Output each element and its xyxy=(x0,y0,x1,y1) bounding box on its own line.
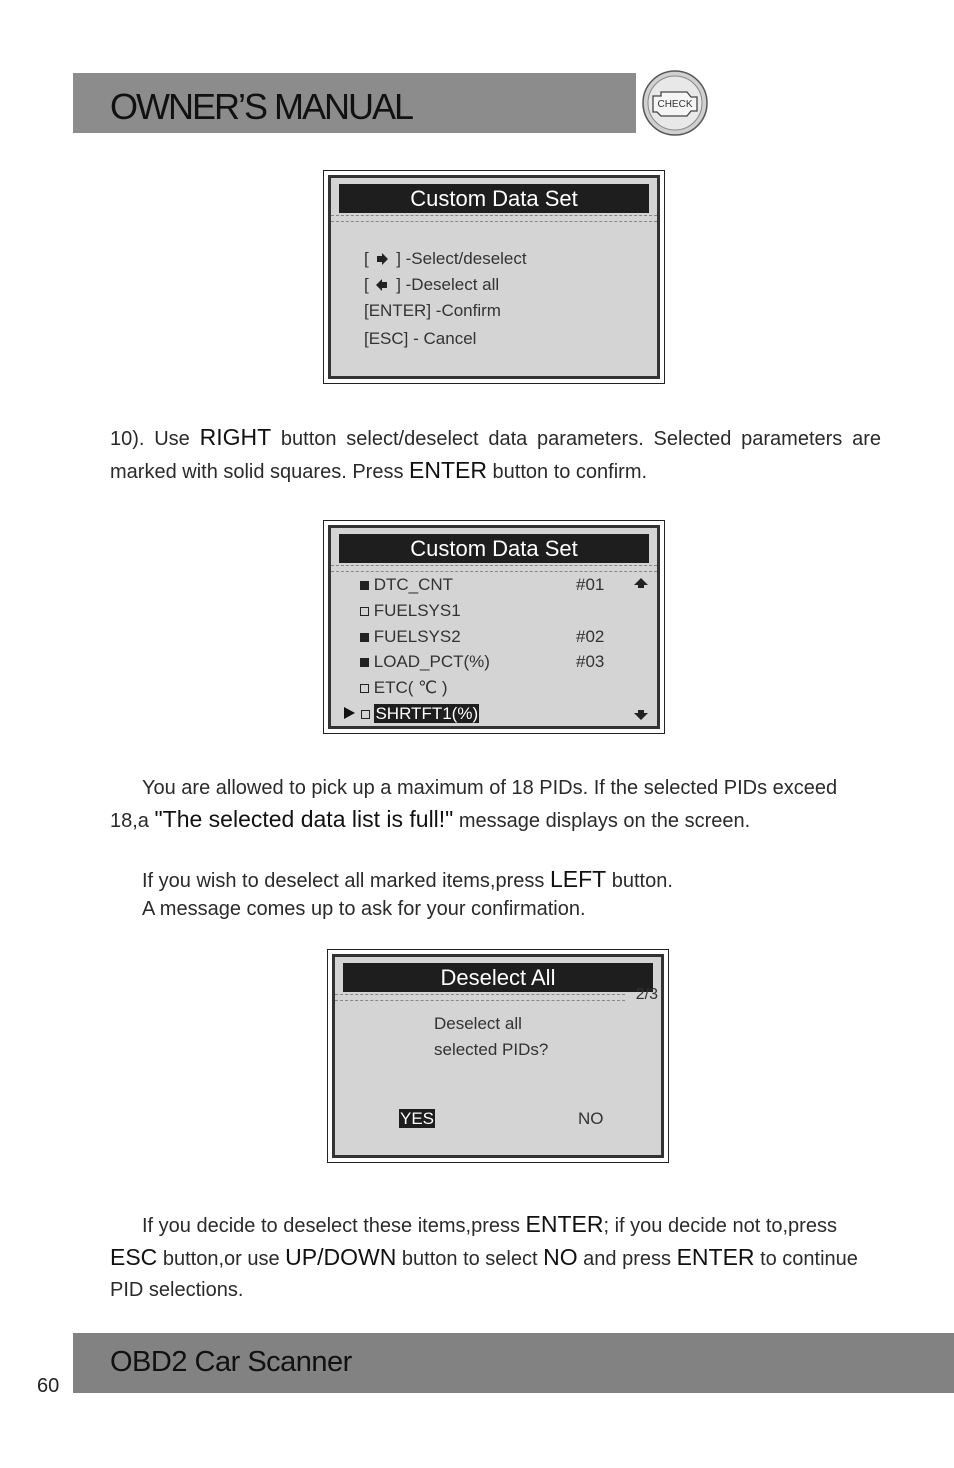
selection-number: #01 xyxy=(576,575,605,594)
instruction-max-pids: You are allowed to pick up a maximum of 18 PIDs. If the selected PIDs exceed 18,a "The selected data list is full!" message displays on the screen. xyxy=(110,777,838,832)
checkbox-unselected xyxy=(361,710,370,719)
page-number: 60 xyxy=(37,1375,60,1397)
scroll-down-icon[interactable] xyxy=(633,707,649,721)
check-engine-icon xyxy=(641,70,709,136)
screen-custom-data-set-list xyxy=(323,520,665,734)
list-item[interactable]: DTC_CNT xyxy=(360,575,453,595)
help-line-select: [ ] -Select/deselect xyxy=(364,249,527,268)
checkbox-unselected xyxy=(360,684,369,693)
checkbox-selected xyxy=(360,633,369,642)
screen-deselect-all xyxy=(327,949,669,1163)
instruction-confirmation: A message comes up to ask for your confirmation. xyxy=(142,898,586,920)
list-item[interactable]: ETC( ℃ ) xyxy=(360,678,448,698)
help-line-deselect-all: [ ] -Deselect all xyxy=(364,275,500,294)
screen-title: Deselect All xyxy=(343,963,653,992)
checkbox-selected xyxy=(360,581,369,590)
cursor-arrow-icon xyxy=(343,706,356,720)
list-item[interactable]: FUELSYS2 xyxy=(360,627,461,647)
help-line-confirm: [ENTER] -Confirm xyxy=(364,301,501,320)
screen-title: Custom Data Set xyxy=(339,534,649,563)
checkbox-selected xyxy=(360,658,369,667)
left-arrow-icon xyxy=(375,278,389,292)
screen-title: Custom Data Set xyxy=(339,184,649,213)
screen-custom-data-set-help xyxy=(323,170,665,384)
yes-button[interactable]: YES xyxy=(400,1109,435,1128)
dialog-message-line2: selected PIDs? xyxy=(434,1040,549,1059)
dialog-message-line1: Deselect all xyxy=(434,1014,522,1033)
list-item[interactable]: LOAD_PCT(%) xyxy=(360,652,490,672)
right-arrow-icon xyxy=(375,252,389,266)
instruction-enter-or-esc: If you decide to deselect these items,press ENTER; if you decide not to,press ESC button,or use UP/DOWN button to select NO and press ENTER to continue PID selections. xyxy=(110,1211,858,1301)
instruction-deselect-all: If you wish to deselect all marked items,press LEFT button. xyxy=(142,866,673,892)
separator xyxy=(331,565,657,572)
checkbox-unselected xyxy=(360,607,369,616)
separator xyxy=(331,215,657,222)
page-indicator: 2/3 xyxy=(635,986,658,1003)
list-item-highlighted[interactable]: SHRTFT1(%) xyxy=(343,704,479,724)
help-line-cancel: [ESC] - Cancel xyxy=(364,329,477,348)
check-badge-text: CHECK xyxy=(657,99,693,110)
footer-title: OBD2 Car Scanner xyxy=(110,1346,352,1378)
list-item[interactable]: FUELSYS1 xyxy=(360,601,461,621)
selection-number: #02 xyxy=(576,627,605,646)
selection-number: #03 xyxy=(576,652,605,671)
scroll-up-icon[interactable] xyxy=(633,577,649,591)
instruction-step-10: 10). Use RIGHT button select/deselect data parameters. Selected parameters are marked with solid squares. Press ENTER button to confirm. xyxy=(110,424,881,483)
separator xyxy=(335,994,625,1001)
no-button[interactable]: NO xyxy=(578,1109,604,1128)
page-header-title: OWNER’S MANUAL xyxy=(110,86,413,127)
